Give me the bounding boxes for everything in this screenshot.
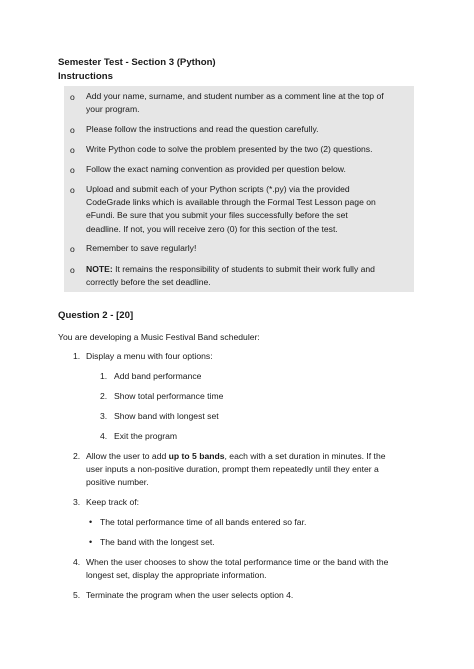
instruction-item-3: Write Python code to solve the problem presented by the two (2) questions. xyxy=(86,144,373,154)
instruction-item-1: Add your name, surname, and student number as a comment line at the top of your program. xyxy=(86,91,384,115)
menu-option-number: 2. xyxy=(100,391,108,401)
step-1-text: Display a menu with four options: xyxy=(86,351,213,361)
question-heading: Question 2 - [20] xyxy=(58,310,134,321)
bullet-dot: • xyxy=(89,537,93,547)
step-number: 1. xyxy=(73,351,81,361)
instruction-item-4: Follow the exact naming convention as provided per question below. xyxy=(86,164,346,174)
step-2-text: Allow the user to add up to 5 bands, each with a set duration in minutes. If the user inputs a non-positive duration, prompt them repeatedly until they enter a positive number. xyxy=(86,451,386,488)
menu-option-exit: Exit the program xyxy=(114,431,178,441)
step-4-text: When the user chooses to show the total performance time or the band with the longest set, display the appropriate information. xyxy=(86,557,389,581)
bullet-marker: o xyxy=(70,185,75,195)
question-intro: You are developing a Music Festival Band scheduler: xyxy=(58,332,260,342)
bullet-marker: o xyxy=(70,145,75,155)
instruction-item-2: Please follow the instructions and read the question carefully. xyxy=(86,124,319,134)
menu-option-longest: Show band with longest set xyxy=(114,411,219,421)
instruction-item-5: Upload and submit each of your Python scripts (*.py) via the provided CodeGrade links which is available through the Formal Test Lesson page on eFundi. Be sure that you submit your files successfully before the set deadline. If not, you will receive zero (0) for this section of the test. xyxy=(86,184,376,234)
menu-option-number: 4. xyxy=(100,431,108,441)
instructions-heading: Instructions xyxy=(58,71,113,82)
instruction-note: NOTE: It remains the responsibility of students to submit their work fully and correctly before the set deadline. xyxy=(86,264,375,288)
step-number: 5. xyxy=(73,590,81,600)
step-3-text: Keep track of: xyxy=(86,497,140,507)
bullet-marker: o xyxy=(70,92,75,102)
step-number: 2. xyxy=(73,451,81,461)
track-total-time: The total performance time of all bands entered so far. xyxy=(100,517,307,527)
menu-option-number: 3. xyxy=(100,411,108,421)
bullet-marker: o xyxy=(70,125,75,135)
menu-option-add: Add band performance xyxy=(114,371,202,381)
bullet-dot: • xyxy=(89,517,93,527)
bullet-marker: o xyxy=(70,265,75,275)
step-number: 3. xyxy=(73,497,81,507)
bullet-marker: o xyxy=(70,244,75,254)
step-number: 4. xyxy=(73,557,81,567)
bullet-marker: o xyxy=(70,165,75,175)
instruction-item-6: Remember to save regularly! xyxy=(86,243,197,253)
track-longest-set: The band with the longest set. xyxy=(100,537,215,547)
note-label: NOTE: xyxy=(86,264,113,274)
step-5-text: Terminate the program when the user selects option 4. xyxy=(86,590,294,600)
band-limit: up to 5 bands xyxy=(168,451,225,461)
test-title: Semester Test - Section 3 (Python) xyxy=(58,57,216,68)
menu-option-total: Show total performance time xyxy=(114,391,224,401)
menu-option-number: 1. xyxy=(100,371,108,381)
